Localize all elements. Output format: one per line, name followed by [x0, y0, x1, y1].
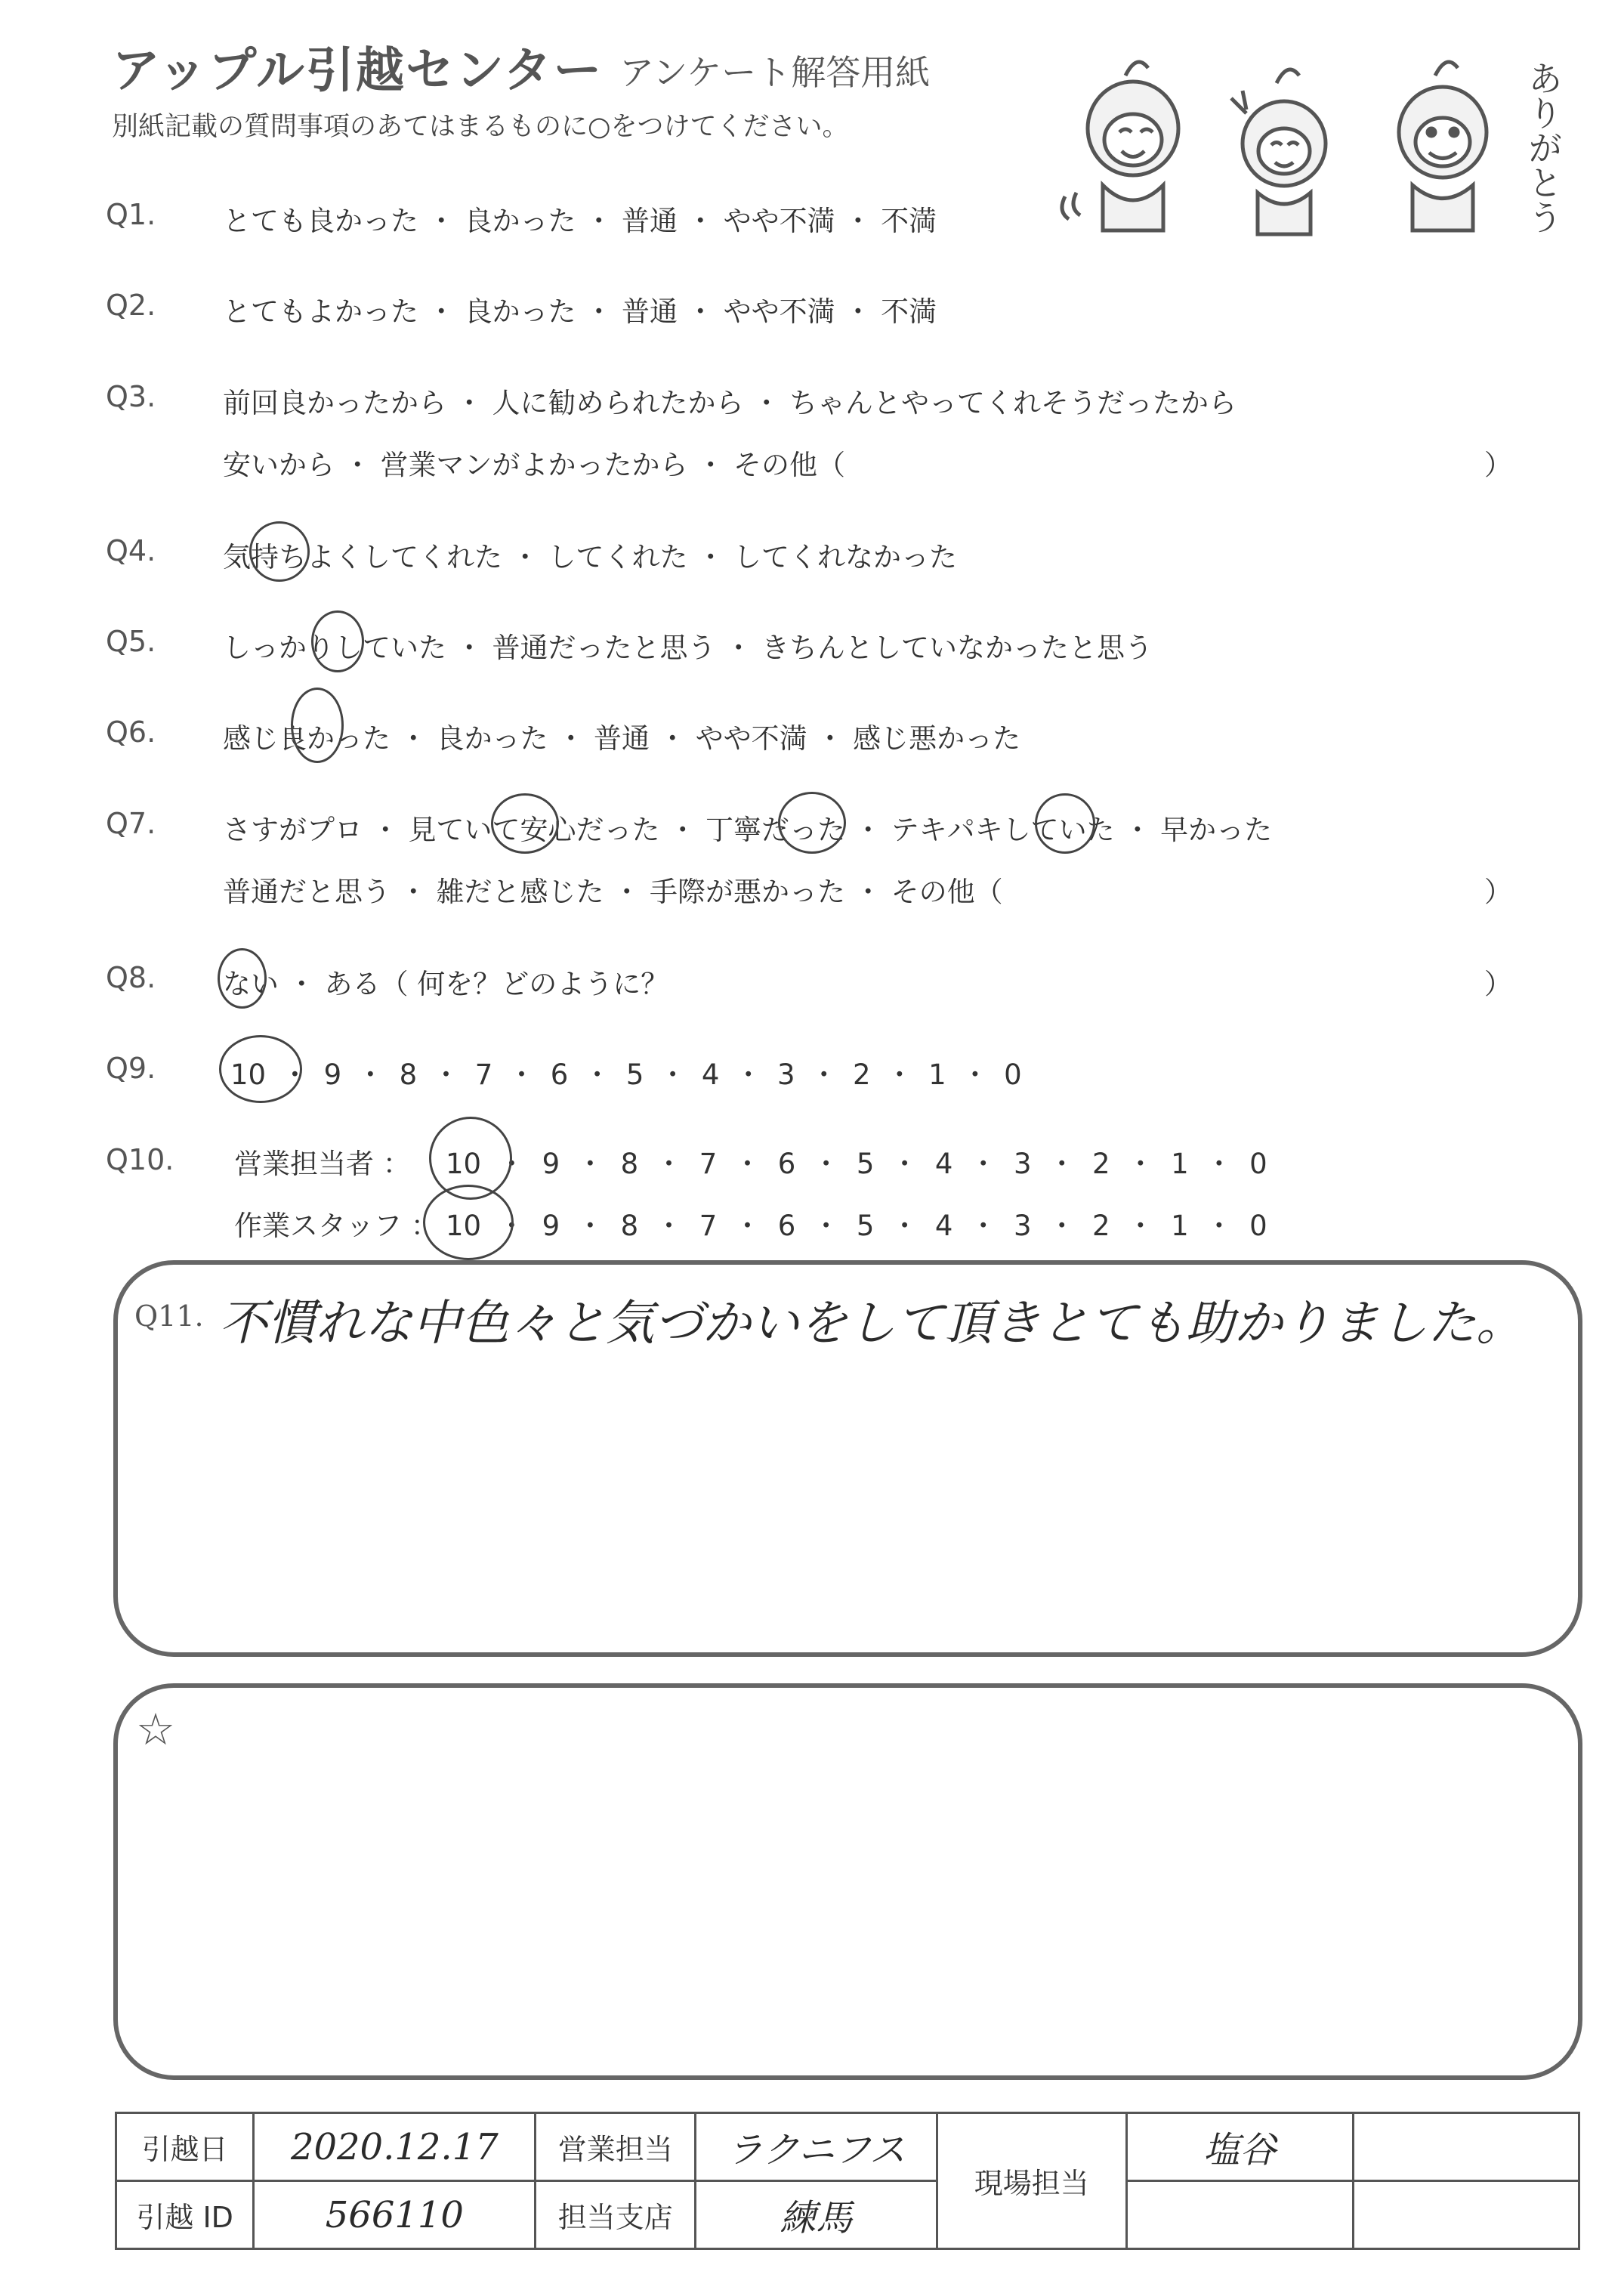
q7-answer-circle-3 — [1035, 793, 1095, 854]
q10-label: Q10. — [106, 1143, 174, 1176]
q7-options-line1[interactable]: さすがプロ ・ 見ていて安心だった ・ 丁寧だった ・ テキパキしていた ・ 早かった — [223, 814, 1273, 846]
move-date-value[interactable]: 2020.12.17 — [254, 2113, 536, 2181]
site-rep-cell-4[interactable] — [1353, 2181, 1579, 2249]
sales-rep-label: 営業担当 — [536, 2113, 696, 2181]
q11-handwritten-answer: 不慣れな中色々と気づかいをして頂きとても助かりました。 — [219, 1296, 1524, 1352]
move-id-value[interactable]: 566110 — [254, 2181, 536, 2249]
q3-close-paren: ） — [1484, 449, 1512, 481]
monkey-mascot-1 — [1062, 62, 1178, 230]
q7-options-line2[interactable]: 普通だと思う ・ 雑だと感じた ・ 手際が悪かった ・ その他（ — [223, 876, 1003, 908]
thanks-text: ありがとう — [1523, 60, 1564, 234]
q8-label: Q8. — [106, 961, 156, 994]
q5-options[interactable]: しっかりしていた ・ 普通だったと思う ・ きちんとしていなかったと思う — [223, 632, 1153, 664]
q10-staff-answer-circle — [423, 1185, 514, 1260]
q3-options-line2[interactable]: 安いから ・ 営業マンがよかったから ・ その他（ — [223, 449, 846, 481]
q5-label: Q5. — [106, 625, 156, 658]
q10-sales-scale[interactable]: 10 ・ 9 ・ 8 ・ 7 ・ 6 ・ 5 ・ 4 ・ 3 ・ 2 ・ 1 ・ 0 — [446, 1148, 1267, 1180]
site-rep-cell-3[interactable] — [1126, 2181, 1353, 2249]
branch-label: 担当支店 — [536, 2181, 696, 2249]
q4-answer-circle — [249, 521, 310, 582]
monkey-mascot-3 — [1399, 62, 1487, 230]
monkey-mascot-2 — [1231, 70, 1326, 234]
move-date-label: 引越日 — [116, 2113, 254, 2181]
q9-answer-circle — [219, 1035, 302, 1103]
q4-options[interactable]: 気持ちよくしてくれた ・ してくれた ・ してくれなかった — [223, 541, 958, 573]
move-info-table — [115, 2112, 1580, 2250]
q7-answer-circle-1 — [491, 793, 559, 854]
q1-options[interactable]: とても良かった ・ 良かった ・ 普通 ・ やや不満 ・ 不満 — [223, 205, 937, 237]
sales-rep-value[interactable]: ラクニフス — [696, 2113, 937, 2181]
q9-scale[interactable]: 10 ・ 9 ・ 8 ・ 7 ・ 6 ・ 5 ・ 4 ・ 3 ・ 2 ・ 1 ・ 0 — [230, 1058, 1022, 1091]
q3-label: Q3. — [106, 380, 156, 413]
site-rep-cell-2[interactable] — [1353, 2113, 1579, 2181]
q6-answer-circle — [291, 688, 344, 763]
form-title: アップル引越センター — [112, 43, 604, 99]
q8-close-paren: ） — [1484, 968, 1512, 1000]
q2-options[interactable]: とてもよかった ・ 良かった ・ 普通 ・ やや不満 ・ 不満 — [223, 295, 937, 328]
q7-close-paren: ） — [1484, 876, 1512, 908]
branch-value[interactable]: 練馬 — [696, 2181, 937, 2249]
q4-label: Q4. — [106, 534, 156, 567]
q3-options-line1[interactable]: 前回良かったから ・ 人に勧められたから ・ ちゃんとやってくれそうだったから — [223, 387, 1237, 419]
site-rep-label: 現場担当 — [937, 2113, 1126, 2249]
q6-options[interactable]: 感じ良かった ・ 良かった ・ 普通 ・ やや不満 ・ 感じ悪かった — [223, 722, 1021, 755]
q2-label: Q2. — [106, 289, 156, 322]
star-icon: ☆ — [136, 1704, 175, 1755]
q5-answer-circle — [311, 610, 364, 672]
q7-label: Q7. — [106, 807, 156, 840]
q10-staff-label: 作業スタッフ ： — [234, 1210, 439, 1242]
monkey-mascot-illustration — [1050, 45, 1533, 242]
instruction-text: 別紙記載の質問事項のあてはまるものに○をつけてください。 — [112, 112, 849, 142]
free-comment-box[interactable] — [113, 1683, 1582, 2080]
q10-sales-label: 営業担当者 ： — [234, 1148, 411, 1180]
q9-label: Q9. — [106, 1052, 156, 1085]
form-subtitle: アンケート解答用紙 — [619, 52, 931, 93]
q1-label: Q1. — [106, 198, 156, 231]
q11-label: Q11. — [134, 1299, 204, 1333]
q8-options[interactable]: ない ・ ある（ 何を？どのように？ — [223, 968, 669, 1000]
move-id-label: 引越 ID — [116, 2181, 254, 2249]
site-rep-value-1[interactable]: 塩谷 — [1126, 2113, 1353, 2181]
q8-answer-circle — [218, 948, 267, 1009]
q10-staff-scale[interactable]: 10 ・ 9 ・ 8 ・ 7 ・ 6 ・ 5 ・ 4 ・ 3 ・ 2 ・ 1 ・ 0 — [446, 1210, 1267, 1242]
q7-answer-circle-2 — [778, 792, 846, 854]
q6-label: Q6. — [106, 715, 156, 749]
